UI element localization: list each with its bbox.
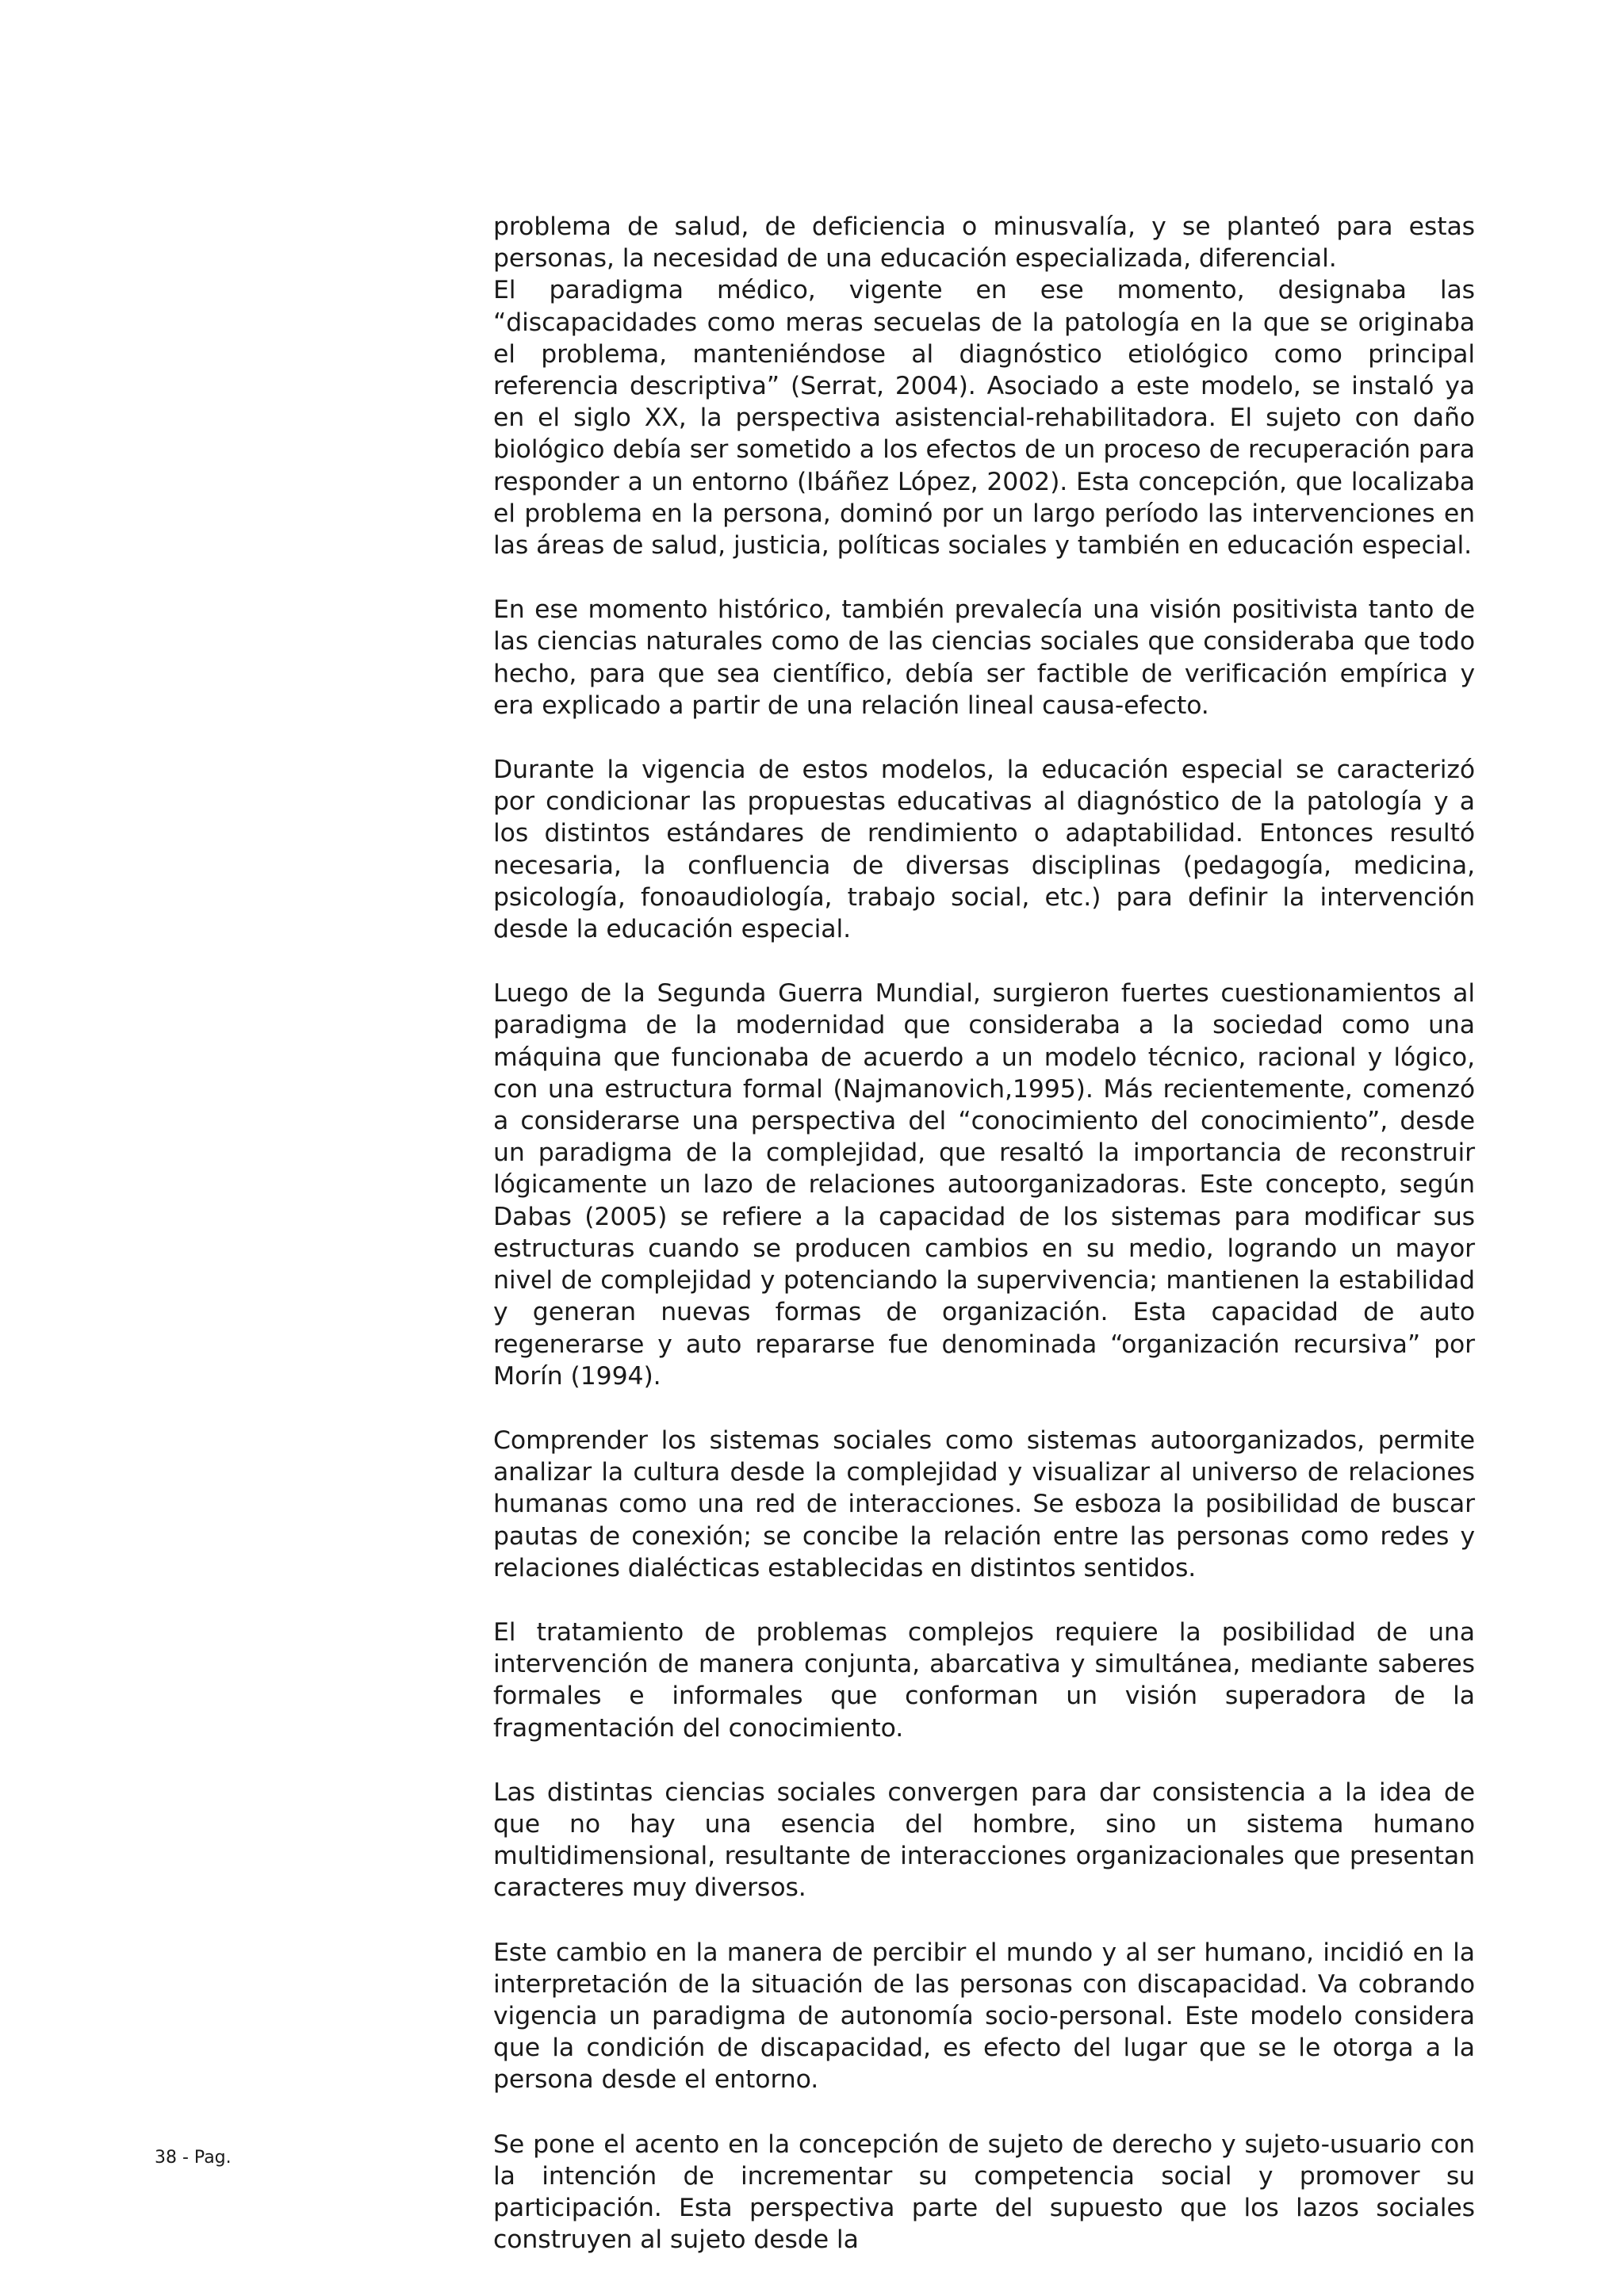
paragraph-8: Las distintas ciencias sociales convergen para dar consistencia a la idea de que no hay una esencia del hombre, sino un sistema humano multidimensional, resultante de interacciones organizacionales que presentan caracteres muy diversos. [493,1777,1475,1903]
paragraph-3: En ese momento histórico, también prevalecía una visión positivista tanto de las ciencias naturales como de las ciencias sociales que consideraba que todo hecho, para que sea científico, debía ser factible de verificación empírica y era explicado a partir de una relación lineal causa-efecto. [493,595,1475,720]
paragraph-10: Se pone el acento en la concepción de sujeto de derecho y sujeto-usuario con la intención de incrementar su competencia social y promover su participación. Esta perspectiva parte del supuesto que los lazos sociales construyen al sujeto desde la [493,2130,1475,2255]
page-number: 38 - Pag. [155,2148,232,2168]
paragraph-5: Luego de la Segunda Guerra Mundial, surgieron fuertes cuestionamientos al paradigma de la modernidad que consideraba a la sociedad como una máquina que funcionaba de acuerdo a un modelo técnico, racional y lógico, con una estructura formal (Najmanovich,1995). Más recientemente, comenzó a considerarse una perspectiva del “conocimiento del conocimiento”, desde un paradigma de la complejidad, que resaltó la importancia de reconstruir lógicamente un lazo de relaciones autoorganizadoras. Este concepto, según Dabas (2005) se refiere a la capacidad de los sistemas para modificar sus estructuras cuando se producen cambios en su medio, logrando un mayor nivel de complejidad y potenciando la supervivencia; mantienen la estabilidad y generan nuevas formas de organización. Esta capacidad de auto regenerarse y auto repararse fue denominada “organización recursiva” por Morín (1994). [493,979,1475,1391]
paragraph-4: Durante la vigencia de estos modelos, la educación especial se caracterizó por condicionar las propuestas educativas al diagnóstico de la patología y a los distintos estándares de rendimiento o adaptabilidad. Entonces resultó necesaria, la confluencia de diversas disciplinas (pedagogía, medicina, psicología, fonoaudiología, trabajo social, etc.) para definir la intervención desde la educación especial. [493,756,1475,944]
body-text-column [493,211,1475,2256]
paragraph-7: El tratamiento de problemas complejos requiere la posibilidad de una intervención de manera conjunta, abarcativa y simultánea, mediante saberes formales e informales que conforman un visión superadora de la fragmentación del conocimiento. [493,1617,1475,1743]
paragraph-6: Comprender los sistemas sociales como sistemas autoorganizados, permite analizar la cultura desde la complejidad y visualizar al universo de relaciones humanas como una red de interacciones. Se esboza la posibilidad de buscar pautas de conexión; se concibe la relación entre las personas como redes y relaciones dialécticas establecidas en distintos sentidos. [493,1425,1475,1582]
paragraph-2: El paradigma médico, vigente en ese momento, designaba las “discapacidades como meras secuelas de la patología en la que se originaba el problema, manteniéndose al diagnóstico etiológico como principal referencia descriptiva” (Serrat, 2004). Asociado a este modelo, se instaló ya en el siglo XX, la perspectiva asistencial-rehabilitadora. El sujeto con daño biológico debía ser sometido a los efectos de un proceso de recuperación para responder a un entorno (Ibáñez López, 2002). Esta concepción, que localizaba el problema en la persona, dominó por un largo período las intervenciones en las áreas de salud, justicia, políticas sociales y también en educación especial. [493,276,1475,561]
paragraph-1: problema de salud, de deficiencia o minusvalía, y se planteó para estas personas, la necesidad de una educación especializada, diferencial. [493,212,1475,274]
paragraph-9: Este cambio en la manera de percibir el mundo y al ser humano, incidió en la interpretación de la situación de las personas con discapacidad. Va cobrando vigencia un paradigma de autonomía socio-personal. Este modelo considera que la condición de discapacidad, es efecto del lugar que se le otorga a la persona desde el entorno. [493,1938,1475,2095]
